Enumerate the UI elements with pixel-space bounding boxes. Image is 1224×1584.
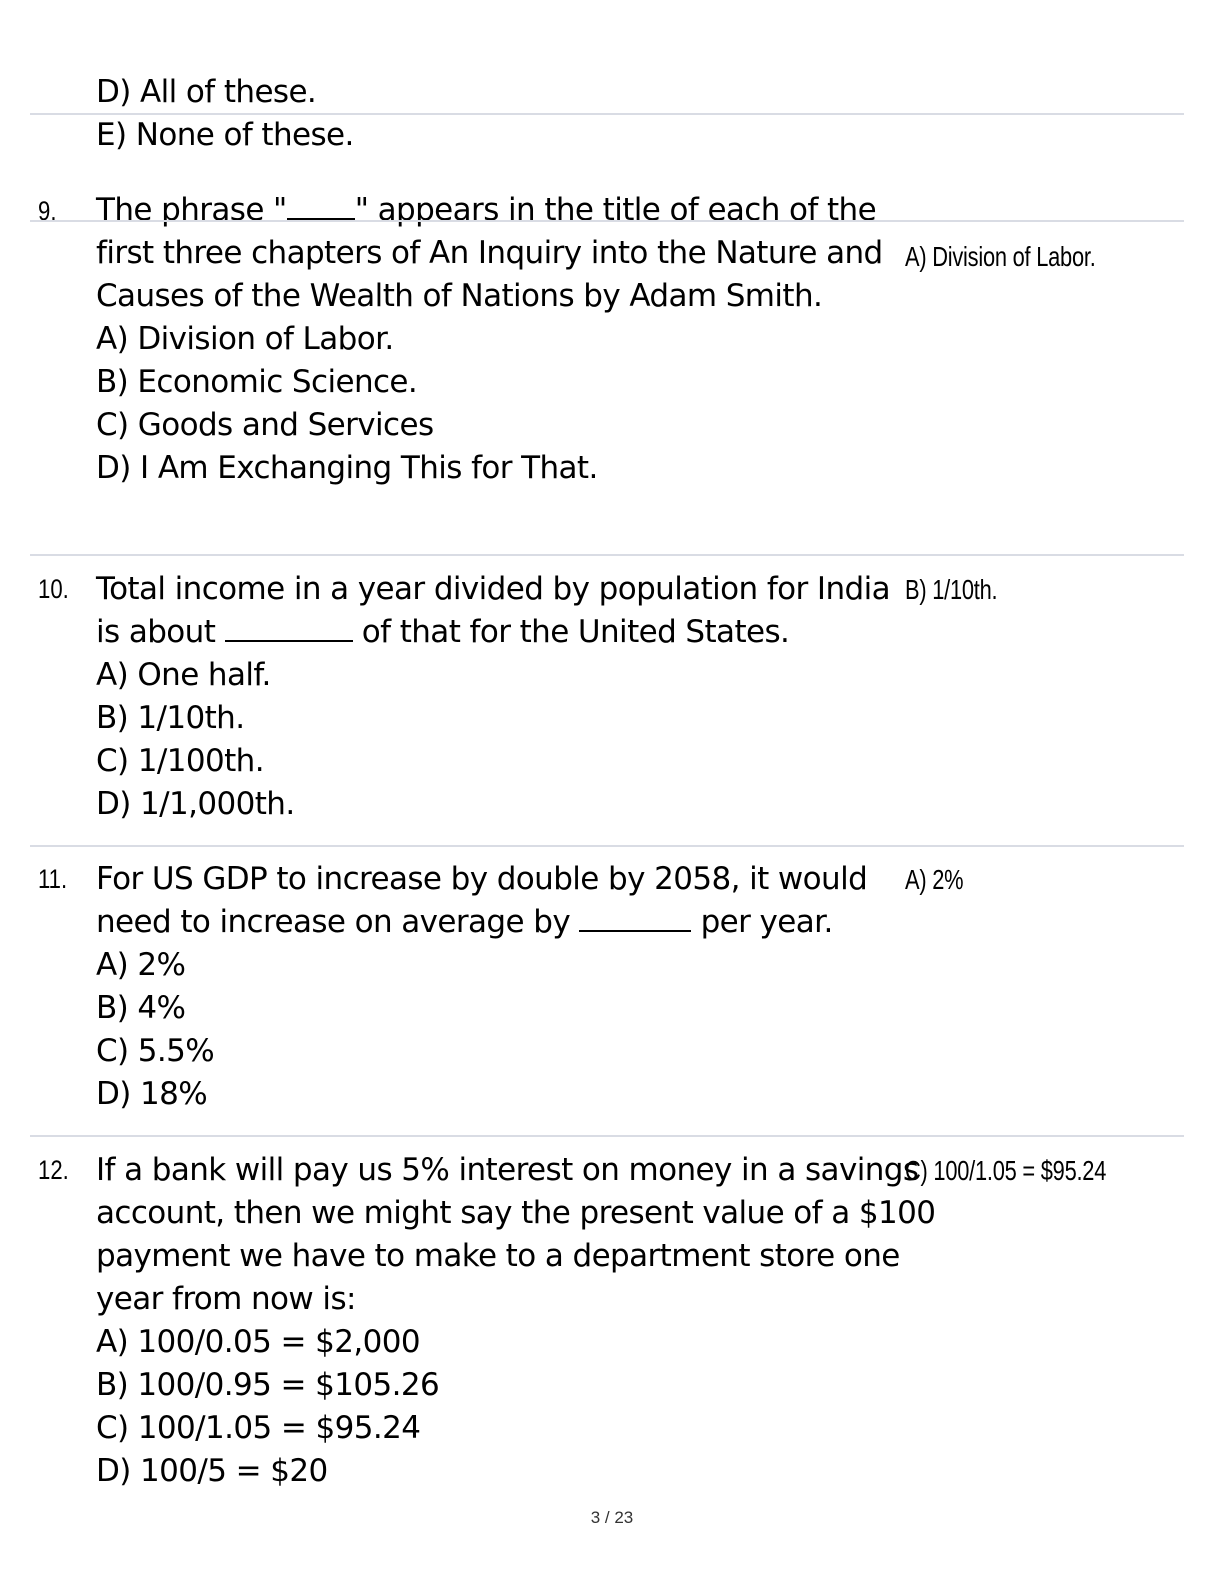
- option-b: B) 100/0.95 = $105.26: [96, 1367, 440, 1403]
- option-a: A) One half.: [96, 657, 271, 693]
- option-d: D) All of these.: [96, 74, 317, 110]
- question-text: For US GDP to increase by double by 2058, it would: [96, 861, 868, 897]
- option-c: C) 1/100th.: [96, 743, 264, 779]
- option-a: A) 100/0.05 = $2,000: [96, 1324, 420, 1360]
- option-c: C) 100/1.05 = $95.24: [96, 1410, 421, 1446]
- answer-key: A) 2%: [905, 864, 964, 895]
- question-number: 9.: [38, 196, 57, 226]
- question-text: need to increase on average by per year.: [96, 904, 833, 940]
- question-number: 12.: [38, 1155, 69, 1185]
- question-text: is about of that for the United States.: [96, 614, 790, 650]
- question-text: account, then we might say the present value of a $100: [96, 1195, 936, 1231]
- question-text: Total income in a year divided by population for India: [96, 571, 891, 607]
- option-c: C) Goods and Services: [96, 407, 434, 443]
- option-d: D) 100/5 = $20: [96, 1453, 328, 1489]
- divider: [30, 845, 1184, 847]
- question-number: 10.: [38, 574, 69, 604]
- divider: [30, 220, 1184, 222]
- option-a: A) Division of Labor.: [96, 321, 394, 357]
- option-b: B) 1/10th.: [96, 700, 245, 736]
- answer-key: B) 1/10th.: [905, 574, 998, 605]
- question-text: If a bank will pay us 5% interest on money in a savings: [96, 1152, 919, 1188]
- question-text: Causes of the Wealth of Nations by Adam Smith.: [96, 278, 823, 314]
- option-e: E) None of these.: [96, 117, 354, 153]
- answer-key: C) 100/1.05 = $95.24: [905, 1155, 1107, 1186]
- option-d: D) I Am Exchanging This for That.: [96, 450, 598, 486]
- divider: [30, 554, 1184, 556]
- option-c: C) 5.5%: [96, 1033, 215, 1069]
- question-text: The phrase " " appears in the title of each of the: [96, 192, 877, 228]
- option-d: D) 1/1,000th.: [96, 786, 295, 822]
- divider: [30, 1135, 1184, 1137]
- question-text: year from now is:: [96, 1281, 356, 1317]
- question-text: payment we have to make to a department store one: [96, 1238, 900, 1274]
- option-b: B) 4%: [96, 990, 186, 1026]
- option-d: D) 18%: [96, 1076, 208, 1112]
- option-a: A) 2%: [96, 947, 186, 983]
- question-number: 11.: [38, 864, 68, 894]
- option-b: B) Economic Science.: [96, 364, 418, 400]
- answer-key: A) Division of Labor.: [905, 241, 1096, 272]
- page-number: 3 / 23: [590, 1508, 634, 1527]
- question-text: first three chapters of An Inquiry into the Nature and: [96, 235, 883, 271]
